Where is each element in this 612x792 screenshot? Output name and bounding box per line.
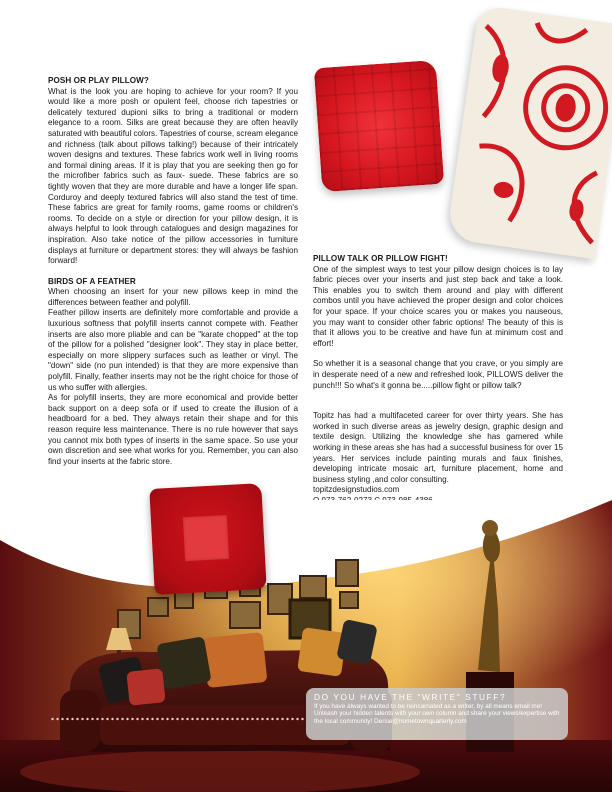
- pillow-center-panel: [183, 515, 229, 561]
- right-column: [313, 254, 563, 517]
- section-body-posh-or-play: What is the look you are hoping to achieve for your room? If you would like a more posh or opulent feel, choose rich tapestries or delicately textured dupioni silks to bring a traditional or modern elegance to a room. Silks are great because they are often heavily saturated with beautiful colors. Tapestries of course, scream elegance and richness (talk about pillows talking!) because of their intricately woven designs and textures. These fabrics work well in living rooms and formal dining areas. If it is play that you are seeking then go for the microfiber fabrics such as faux- suede. These fabrics are so tightly woven that they are more durable and have a longer life span. Corduroy and deeply textured fabrics will also stand the test of time. These fabrics are great for family rooms, game rooms or children's rooms. To decide on a style or direction for your pillow design, it is always helpful to look through catalogues and design magazines for inspiration. Also take notice of the pillow accessories in furniture displays at furniture or department stores: they will always be fashion forward!: [48, 86, 298, 266]
- callout-title: DO YOU HAVE THE "WRITE" STUFF?: [314, 692, 507, 702]
- website-link[interactable]: topitzdesignstudios.com: [313, 485, 400, 495]
- living-room-photo: [0, 500, 612, 792]
- white-red-pattern-pillow-image: [446, 5, 612, 260]
- write-stuff-callout: [306, 688, 568, 740]
- section-title-birds-of-a-feather: BIRDS OF A FEATHER: [48, 276, 136, 286]
- pillow-talk-paragraph-2: So whether it is a seasonal change that you crave, or you simply are in desperate need of a new and refreshed look, PILLOWS deliver the punch!!! So what's it gonna be.....pillow fight or pillow talk?: [313, 359, 563, 390]
- callout-text: If you have always wanted to be reincarnated as a writer, by all means email me! Unleash your hidden talents with your own column and share your views/expertise with the local community! Derise@hometownquarterly.com: [314, 703, 560, 725]
- floral-pattern: [446, 5, 612, 260]
- birds-paragraph-2: Feather pillow inserts are definitely more comfortable and provide a luxurious softness that polyfill inserts cannot compete with. Feather inserts are also more pliable and can be "karate chopped" at the top of the pillow for a polished "designer look". They stay in place better, especially on more slippery surfaces such as leather or vinyl. The "down" side (no pun intended) is that they are more expensive than polyfill. Finally, feather inserts may not be the right choice for those of us who suffer with allergies.: [48, 308, 298, 392]
- birds-paragraph-3: As for polyfill inserts, they are more economical and provide better back support on a deep sofa or if used to create the illusion of a headboard for a bed. They always retain their shape and for this reason require less maintenance. There is no rule however that says you cannot mix both types of inserts in the same space. So use your own discretion and see what works for you. Remember, you can also find your inserts at the fabric store.: [48, 393, 298, 466]
- red-quilted-pillow-image: [314, 60, 444, 192]
- birds-paragraph-1: When choosing an insert for your new pillows keep in mind the differences between feather and polyfill.: [48, 287, 298, 307]
- pillow-talk-paragraph-1: One of the simplest ways to test your pillow design choices is to lay fabric pieces over your inserts and just step back and take a look. This enables you to switch them around and play with different combos until you have achieved the proper design and color choices for your space. If your choice scares you or makes you nauseous, you may want to consider other fabric options! The beauty of this is that it allows you to be creative and have fun at minimum cost and effort!: [313, 264, 563, 348]
- dotted-divider: [50, 717, 306, 721]
- author-bio: Topitz has had a multifaceted career for over thirty years. She has worked in such diverse areas as jewelry design, graphic design and textile design. Utilizing the knowledge she has garnered while working in these areas she has had a successful business for over 15 years. Her services include painting murals and faux finishes, developing intricate mosaic art, furniture placement, home and business styling ,and color consulting.: [313, 411, 563, 484]
- left-column: [48, 76, 298, 467]
- red-square-pillow-image: [149, 483, 266, 595]
- section-title-pillow-talk: PILLOW TALK OR PILLOW FIGHT!: [313, 254, 448, 263]
- section-title-posh-or-play: POSH OR PLAY PILLOW?: [48, 76, 149, 85]
